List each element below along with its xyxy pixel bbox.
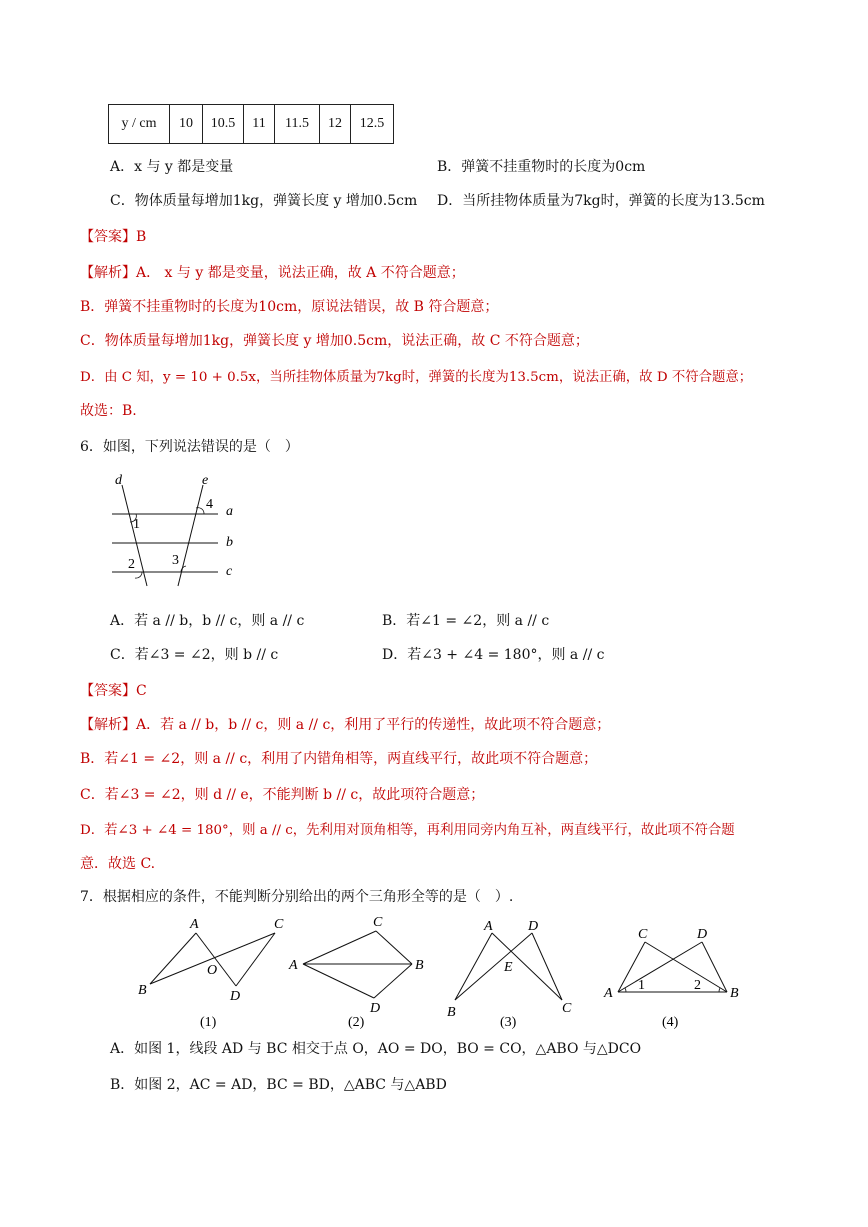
- q5-explanation-line: 故选：B.: [80, 403, 137, 419]
- point-label: D: [370, 1001, 381, 1016]
- table-cell: 12: [320, 105, 351, 144]
- angle-label: 1: [133, 517, 140, 532]
- q6-explanation-line: D．若∠3 + ∠4 = 180°，则 a // c，先利用对顶角相等，再利用同旁内角互补，两直线平行，故此项不符合题: [80, 823, 735, 838]
- line-label: b: [226, 535, 233, 550]
- angle-label: 2: [694, 978, 701, 993]
- q6-explanation-line: 意．故选 C.: [80, 856, 156, 872]
- table-row: [109, 105, 394, 144]
- table-cell: 10.5: [203, 105, 244, 144]
- angle-label: 2: [128, 557, 135, 572]
- q6-option-c: C．若∠3 = ∠2，则 b // c: [110, 647, 279, 663]
- q6-explanation-line: C．若∠3 = ∠2，则 d // e，不能判断 b // c，故此项符合题意；: [80, 787, 485, 803]
- figure-2: [288, 915, 424, 1030]
- figure-4: [603, 927, 739, 1030]
- point-label: A: [289, 958, 298, 973]
- table-cell: 10: [170, 105, 203, 144]
- q5-explanation-line: 【解析】A． x 与 y 都是变量，说法正确，故 A 不符合题意；: [80, 265, 465, 281]
- table-cell: 11.5: [275, 105, 320, 144]
- q6-question: 6．如图，下列说法错误的是（ ）: [80, 439, 299, 455]
- q6-answer: 【答案】C: [80, 683, 147, 699]
- q7-option-b: B．如图 2，AC = AD，BC = BD，△ABC 与△ABD: [110, 1077, 447, 1093]
- figure-caption: (1): [200, 1015, 217, 1030]
- figure-caption: (4): [662, 1015, 679, 1030]
- q6-option-b: B．若∠1 = ∠2，则 a // c: [382, 613, 550, 629]
- figure-3: [447, 919, 572, 1030]
- q6-explanation-line: B．若∠1 = ∠2，则 a // c，利用了内错角相等，两直线平行，故此项不符合题意；: [80, 751, 598, 767]
- angle-label: 1: [638, 978, 645, 993]
- figure-1: [138, 917, 284, 1030]
- figure-caption: (2): [348, 1015, 365, 1030]
- q5-option-a: A．x 与 y 都是变量: [110, 159, 234, 175]
- point-label: D: [697, 927, 708, 942]
- q5-option-d: D．当所挂物体质量为7kg时，弹簧的长度为13.5cm: [437, 193, 765, 209]
- value-table: [108, 104, 394, 144]
- point-label: C: [274, 917, 284, 932]
- point-label: B: [447, 1005, 456, 1020]
- parallel-lines-figure: [100, 470, 250, 592]
- table-header-cell: y / cm: [109, 105, 170, 144]
- point-label: B: [415, 958, 424, 973]
- q5-explanation-line: D．由 C 知，y = 10 + 0.5x，当所挂物体质量为7kg时，弹簧的长度为13.5cm，说法正确，故 D 不符合题意；: [80, 370, 753, 385]
- line-label: a: [226, 504, 233, 519]
- q6-option-d: D．若∠3 + ∠4 = 180°，则 a // c: [382, 647, 605, 663]
- point-label: A: [484, 919, 493, 934]
- q5-option-b: B．弹簧不挂重物时的长度为0cm: [437, 159, 646, 175]
- point-label: D: [528, 919, 539, 934]
- point-label: D: [230, 989, 241, 1004]
- q6-explanation-line: 【解析】A．若 a // b，b // c，则 a // c，利用了平行的传递性，故此项不符合题意；: [80, 717, 611, 733]
- angle-label: 3: [172, 553, 179, 568]
- line-label: c: [226, 564, 233, 579]
- angle-label: 4: [206, 497, 213, 512]
- q7-question: 7．根据相应的条件，不能判断分别给出的两个三角形全等的是（ ）.: [80, 889, 514, 905]
- line-label: e: [202, 473, 209, 488]
- point-label: E: [504, 960, 513, 975]
- table-cell: 11: [244, 105, 275, 144]
- q7-option-a: A．如图 1，线段 AD 与 BC 相交于点 O，AO = DO，BO = CO，△ABO 与△DCO: [110, 1041, 642, 1057]
- figure-caption: (3): [500, 1015, 517, 1030]
- point-label: B: [730, 986, 739, 1001]
- point-label: A: [190, 917, 199, 932]
- q5-option-c: C．物体质量每增加1kg，弹簧长度 y 增加0.5cm: [110, 193, 418, 209]
- table-cell: 12.5: [351, 105, 394, 144]
- point-label: C: [373, 915, 383, 930]
- triangle-figures: [130, 908, 780, 1033]
- point-label: A: [604, 986, 613, 1001]
- q5-explanation-line: B．弹簧不挂重物时的长度为10cm，原说法错误，故 B 符合题意；: [80, 299, 499, 315]
- point-label: C: [562, 1001, 572, 1016]
- q5-explanation-line: C．物体质量每增加1kg，弹簧长度 y 增加0.5cm，说法正确，故 C 不符合题意；: [80, 333, 589, 349]
- point-label: B: [138, 983, 147, 998]
- q6-option-a: A．若 a // b，b // c，则 a // c: [110, 613, 305, 629]
- point-label: O: [207, 963, 218, 978]
- line-label: d: [115, 473, 122, 488]
- q5-answer: 【答案】B: [80, 229, 147, 245]
- point-label: C: [638, 927, 648, 942]
